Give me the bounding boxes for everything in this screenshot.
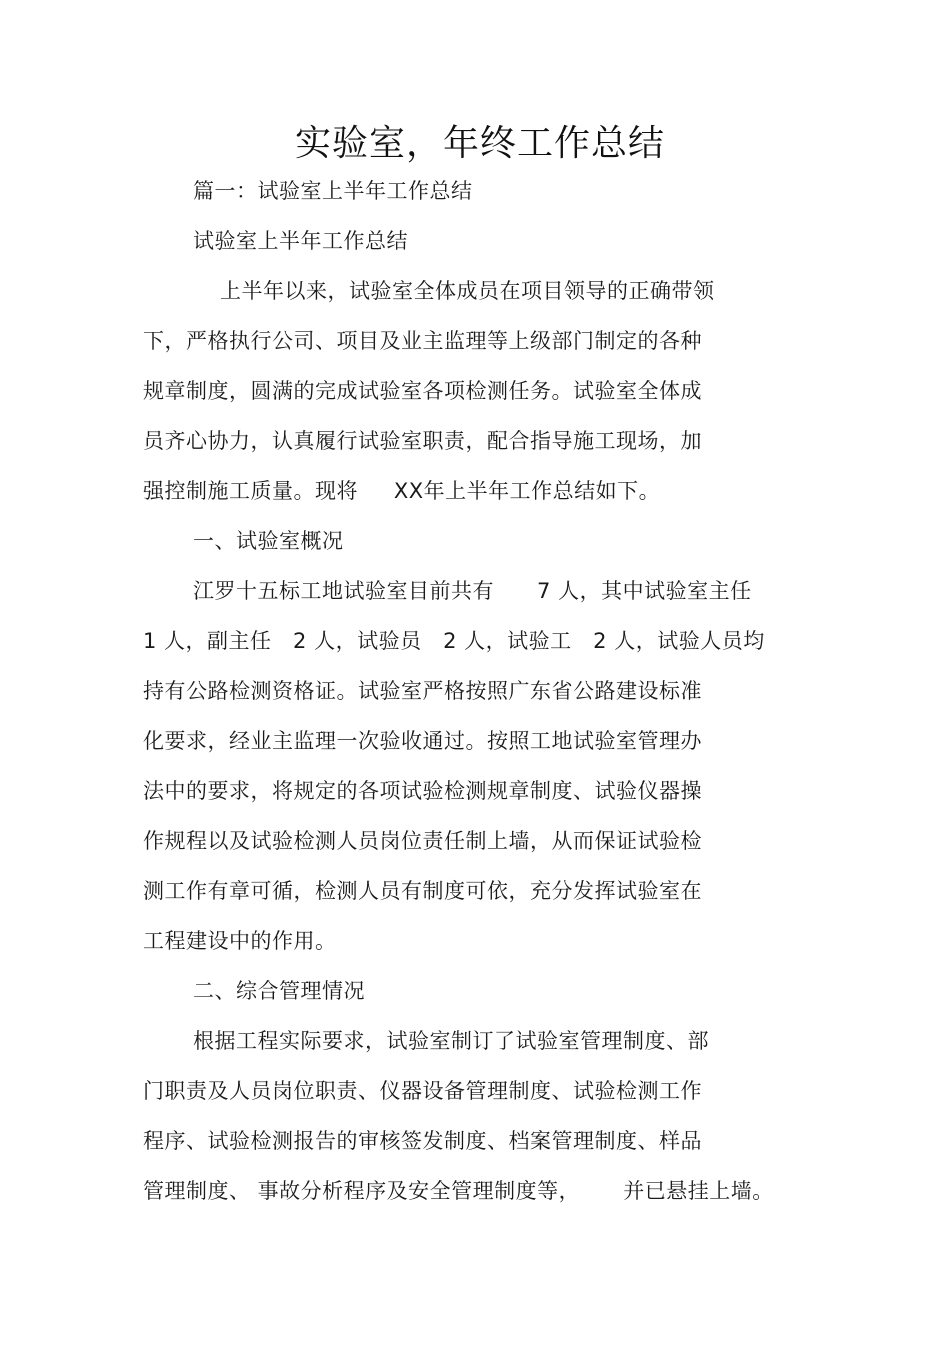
document-subtitle: 篇一：试验室上半年工作总结 — [193, 179, 473, 203]
paragraph-line: 作规程以及试验检测人员岗位责任制上墙，从而保证试验检 — [143, 829, 702, 853]
paragraph-line: 持有公路检测资格证。试验室严格按照广东省公路建设标准 — [143, 679, 702, 703]
paragraph-line: 根据工程实际要求，试验室制订了试验室管理制度、部 — [193, 1029, 709, 1053]
paragraph-line: 工程建设中的作用。 — [143, 929, 337, 953]
paragraph-line: 江罗十五标工地试验室目前共有 7 人，其中试验室主任 — [193, 579, 752, 603]
paragraph-line: 强控制施工质量。现将 XX年上半年工作总结如下。 — [143, 479, 661, 503]
paragraph-line: 程序、试验检测报告的审核签发制度、档案管理制度、样品 — [143, 1129, 702, 1153]
document-title: 实验室，年终工作总结 — [294, 123, 665, 164]
paragraph-line: 1 人，副主任 2 人，试验员 2 人，试验工 2 人，试验人员均 — [143, 629, 765, 653]
paragraph-line: 下，严格执行公司、项目及业主监理等上级部门制定的各种 — [143, 329, 702, 353]
paragraph-line: 测工作有章可循，检测人员有制度可依，充分发挥试验室在 — [143, 879, 702, 903]
paragraph-line: 管理制度、 事故分析程序及安全管理制度等， 并已悬挂上墙。 — [143, 1179, 774, 1203]
paragraph-line: 员齐心协力，认真履行试验室职责，配合指导施工现场，加 — [143, 429, 702, 453]
paragraph-line: 法中的要求，将规定的各项试验检测规章制度、试验仪器操 — [143, 779, 702, 803]
paragraph-line: 化要求，经业主监理一次验收通过。按照工地试验室管理办 — [143, 729, 702, 753]
section-heading: 二、综合管理情况 — [193, 979, 365, 1003]
paragraph-line: 上半年以来，试验室全体成员在项目领导的正确带领 — [220, 279, 715, 303]
paragraph-line: 规章制度，圆满的完成试验室各项检测任务。试验室全体成 — [143, 379, 702, 403]
paragraph-line: 门职责及人员岗位职责、仪器设备管理制度、试验检测工作 — [143, 1079, 702, 1103]
section-heading: 一、试验室概况 — [193, 529, 344, 553]
section-heading-main: 试验室上半年工作总结 — [193, 229, 408, 253]
